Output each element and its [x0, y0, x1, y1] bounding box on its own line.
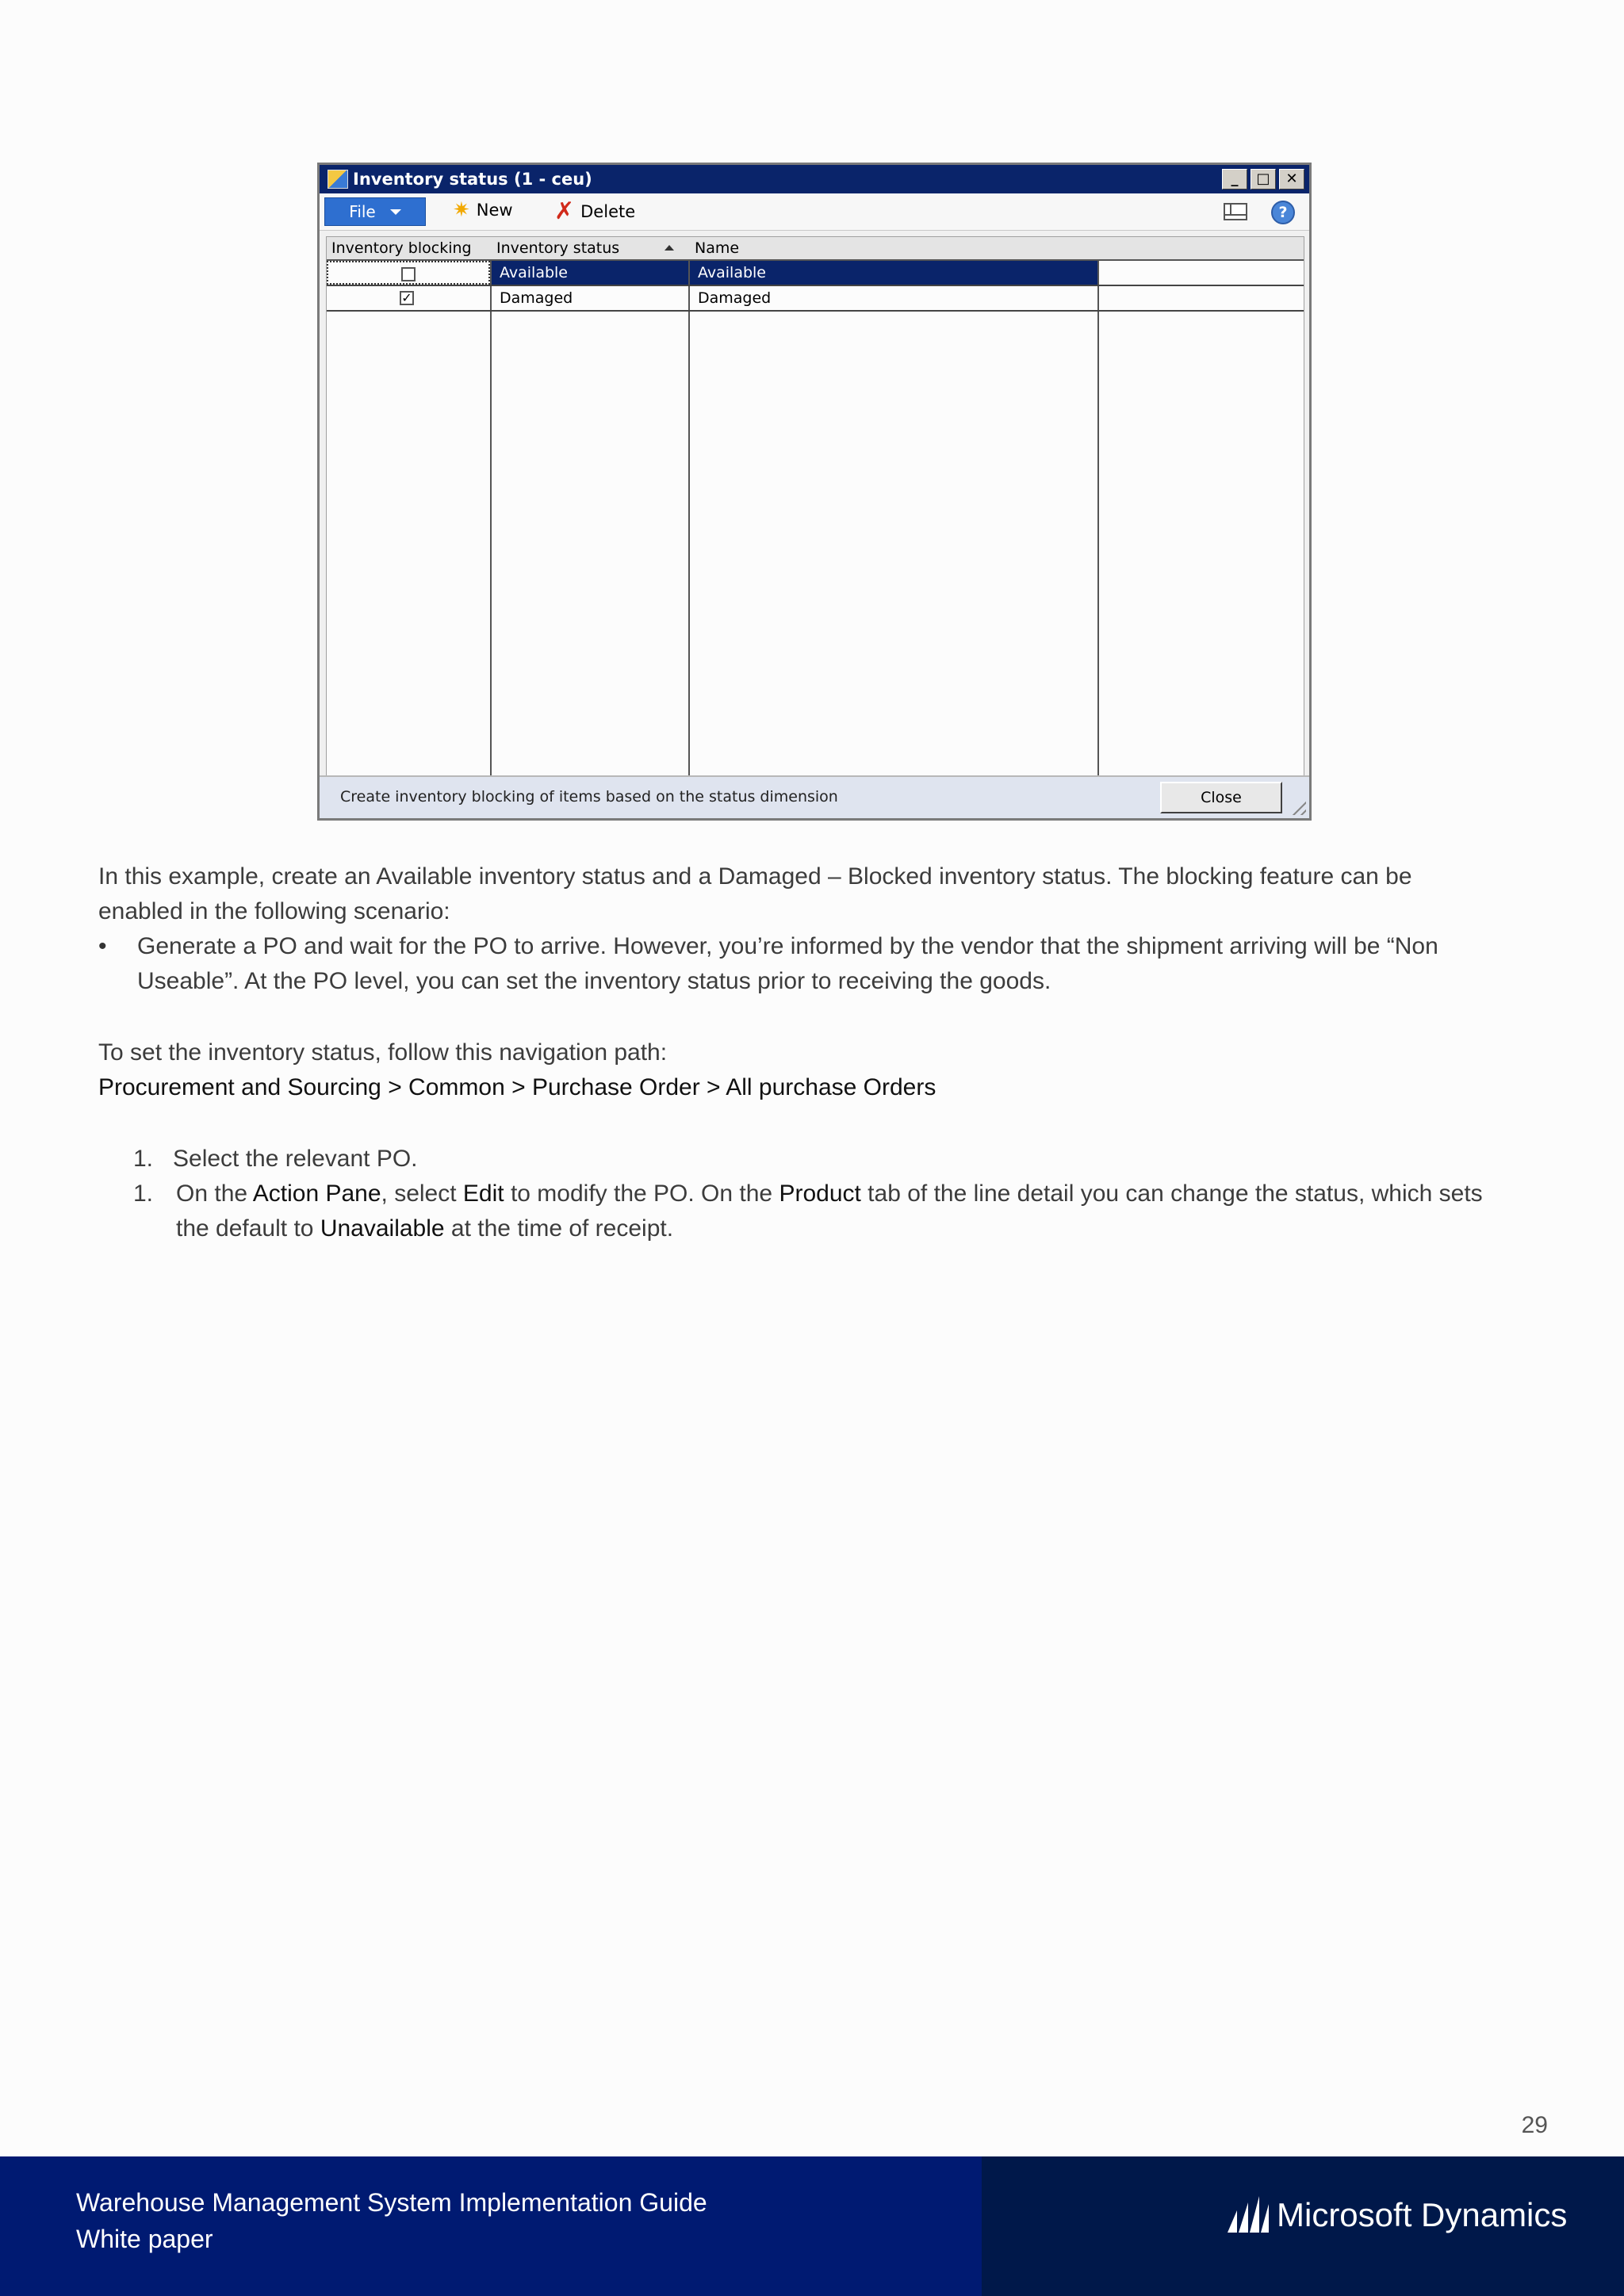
minimize-button[interactable]: _ — [1222, 169, 1247, 189]
intro-line-1: In this example, create an Available inventory status and a Damaged – Blocked inventory status. The blocking feature can be — [98, 863, 1412, 890]
step-2-text-part: , select — [381, 1181, 463, 1207]
step-2-text — [176, 1177, 1483, 1211]
status-text: Create inventory blocking of items based on the status dimension — [340, 788, 838, 806]
intro-line-2: enabled in the following scenario: — [98, 898, 450, 924]
logo-text: Microsoft Dynamics — [1277, 2196, 1568, 2233]
delete-x-icon: ✗ — [554, 197, 575, 225]
edit-term: Edit — [462, 1181, 504, 1207]
navigation-intro: To set the inventory status, follow this navigation path: — [98, 1039, 668, 1066]
step-1-number: 1. — [133, 1146, 154, 1172]
app-icon — [327, 170, 348, 189]
maximize-button[interactable]: □ — [1251, 169, 1276, 189]
inventory-status-cell[interactable]: Damaged — [500, 289, 573, 307]
name-cell[interactable]: Damaged — [698, 289, 772, 307]
step-2-text-part: tab of the line detail you can change the status, which sets — [860, 1181, 1483, 1207]
inventory-blocking-checkbox[interactable]: ✓ — [400, 291, 414, 305]
dialog-title: Inventory status (1 - ceu) — [353, 170, 592, 189]
column-divider — [1097, 237, 1099, 778]
resize-grip-icon[interactable] — [1289, 798, 1306, 815]
column-header-inventory-status[interactable] — [492, 237, 688, 259]
step-1-text: Select the relevant PO. — [173, 1146, 418, 1172]
microsoft-dynamics-logo — [1228, 2196, 1567, 2234]
dialog-statusbar — [320, 775, 1309, 818]
window-controls — [1222, 169, 1304, 189]
file-menu-button[interactable] — [324, 197, 426, 226]
step-2-text-part: the default to — [176, 1215, 320, 1242]
bullet-line-2: Useable”. At the PO level, you can set the inventory status prior to receiving the goods. — [137, 968, 1051, 994]
dialog-toolbar — [320, 193, 1309, 231]
step-2-text-part: On the — [176, 1181, 253, 1207]
grid-header — [327, 237, 1304, 261]
new-label: New — [476, 201, 513, 220]
unavailable-term: Unavailable — [320, 1215, 445, 1242]
inventory-status-cell[interactable]: Available — [492, 261, 688, 285]
step-2-text-part: at the time of receipt. — [444, 1215, 674, 1242]
column-divider — [688, 237, 690, 778]
bullet-line-1: Generate a PO and wait for the PO to arrive. However, you’re informed by the vendor that the shipment arriving will be “Non — [137, 933, 1438, 959]
name-cell[interactable]: Available — [690, 261, 1097, 285]
inventory-blocking-cell[interactable] — [327, 286, 490, 310]
column-header-label: Inventory status — [496, 239, 620, 257]
delete-label: Delete — [580, 202, 636, 221]
footer-subtitle: White paper — [76, 2225, 213, 2253]
footer-title: Warehouse Management System Implementation Guide — [76, 2188, 707, 2217]
page-number: 29 — [1521, 2112, 1548, 2138]
product-term: Product — [779, 1181, 861, 1207]
step-2-text-part: to modify the PO. On the — [504, 1181, 779, 1207]
delete-button[interactable] — [554, 197, 636, 225]
close-button[interactable]: Close — [1160, 782, 1282, 813]
table-row[interactable] — [327, 286, 1304, 312]
column-header-name[interactable]: Name — [695, 239, 740, 257]
navigation-path: Procurement and Sourcing > Common > Purchase Order > All purchase Orders — [98, 1074, 936, 1100]
inventory-status-grid — [326, 236, 1304, 779]
dialog-titlebar — [320, 165, 1309, 193]
help-icon[interactable]: ? — [1271, 201, 1295, 224]
new-button[interactable] — [453, 200, 513, 220]
bullet-icon: • — [98, 933, 107, 959]
column-header-inventory-blocking[interactable]: Inventory blocking — [331, 239, 472, 257]
column-divider — [490, 237, 492, 778]
new-star-icon: ✷ — [453, 198, 470, 222]
inventory-blocking-cell[interactable] — [327, 261, 490, 285]
close-window-button[interactable]: ✕ — [1279, 169, 1304, 189]
inventory-status-dialog — [317, 163, 1312, 821]
chevron-down-icon — [390, 209, 401, 215]
file-menu-label: File — [349, 202, 376, 221]
action-pane-term: Action Pane — [252, 1181, 381, 1207]
layout-icon[interactable] — [1224, 203, 1247, 220]
inventory-blocking-checkbox[interactable] — [401, 267, 416, 281]
sort-ascending-icon — [665, 245, 674, 251]
dynamics-logo-icon — [1228, 2196, 1269, 2234]
step-2-number: 1. — [133, 1181, 154, 1207]
step-2-text-line-2 — [176, 1211, 673, 1246]
table-row[interactable] — [327, 261, 1304, 286]
